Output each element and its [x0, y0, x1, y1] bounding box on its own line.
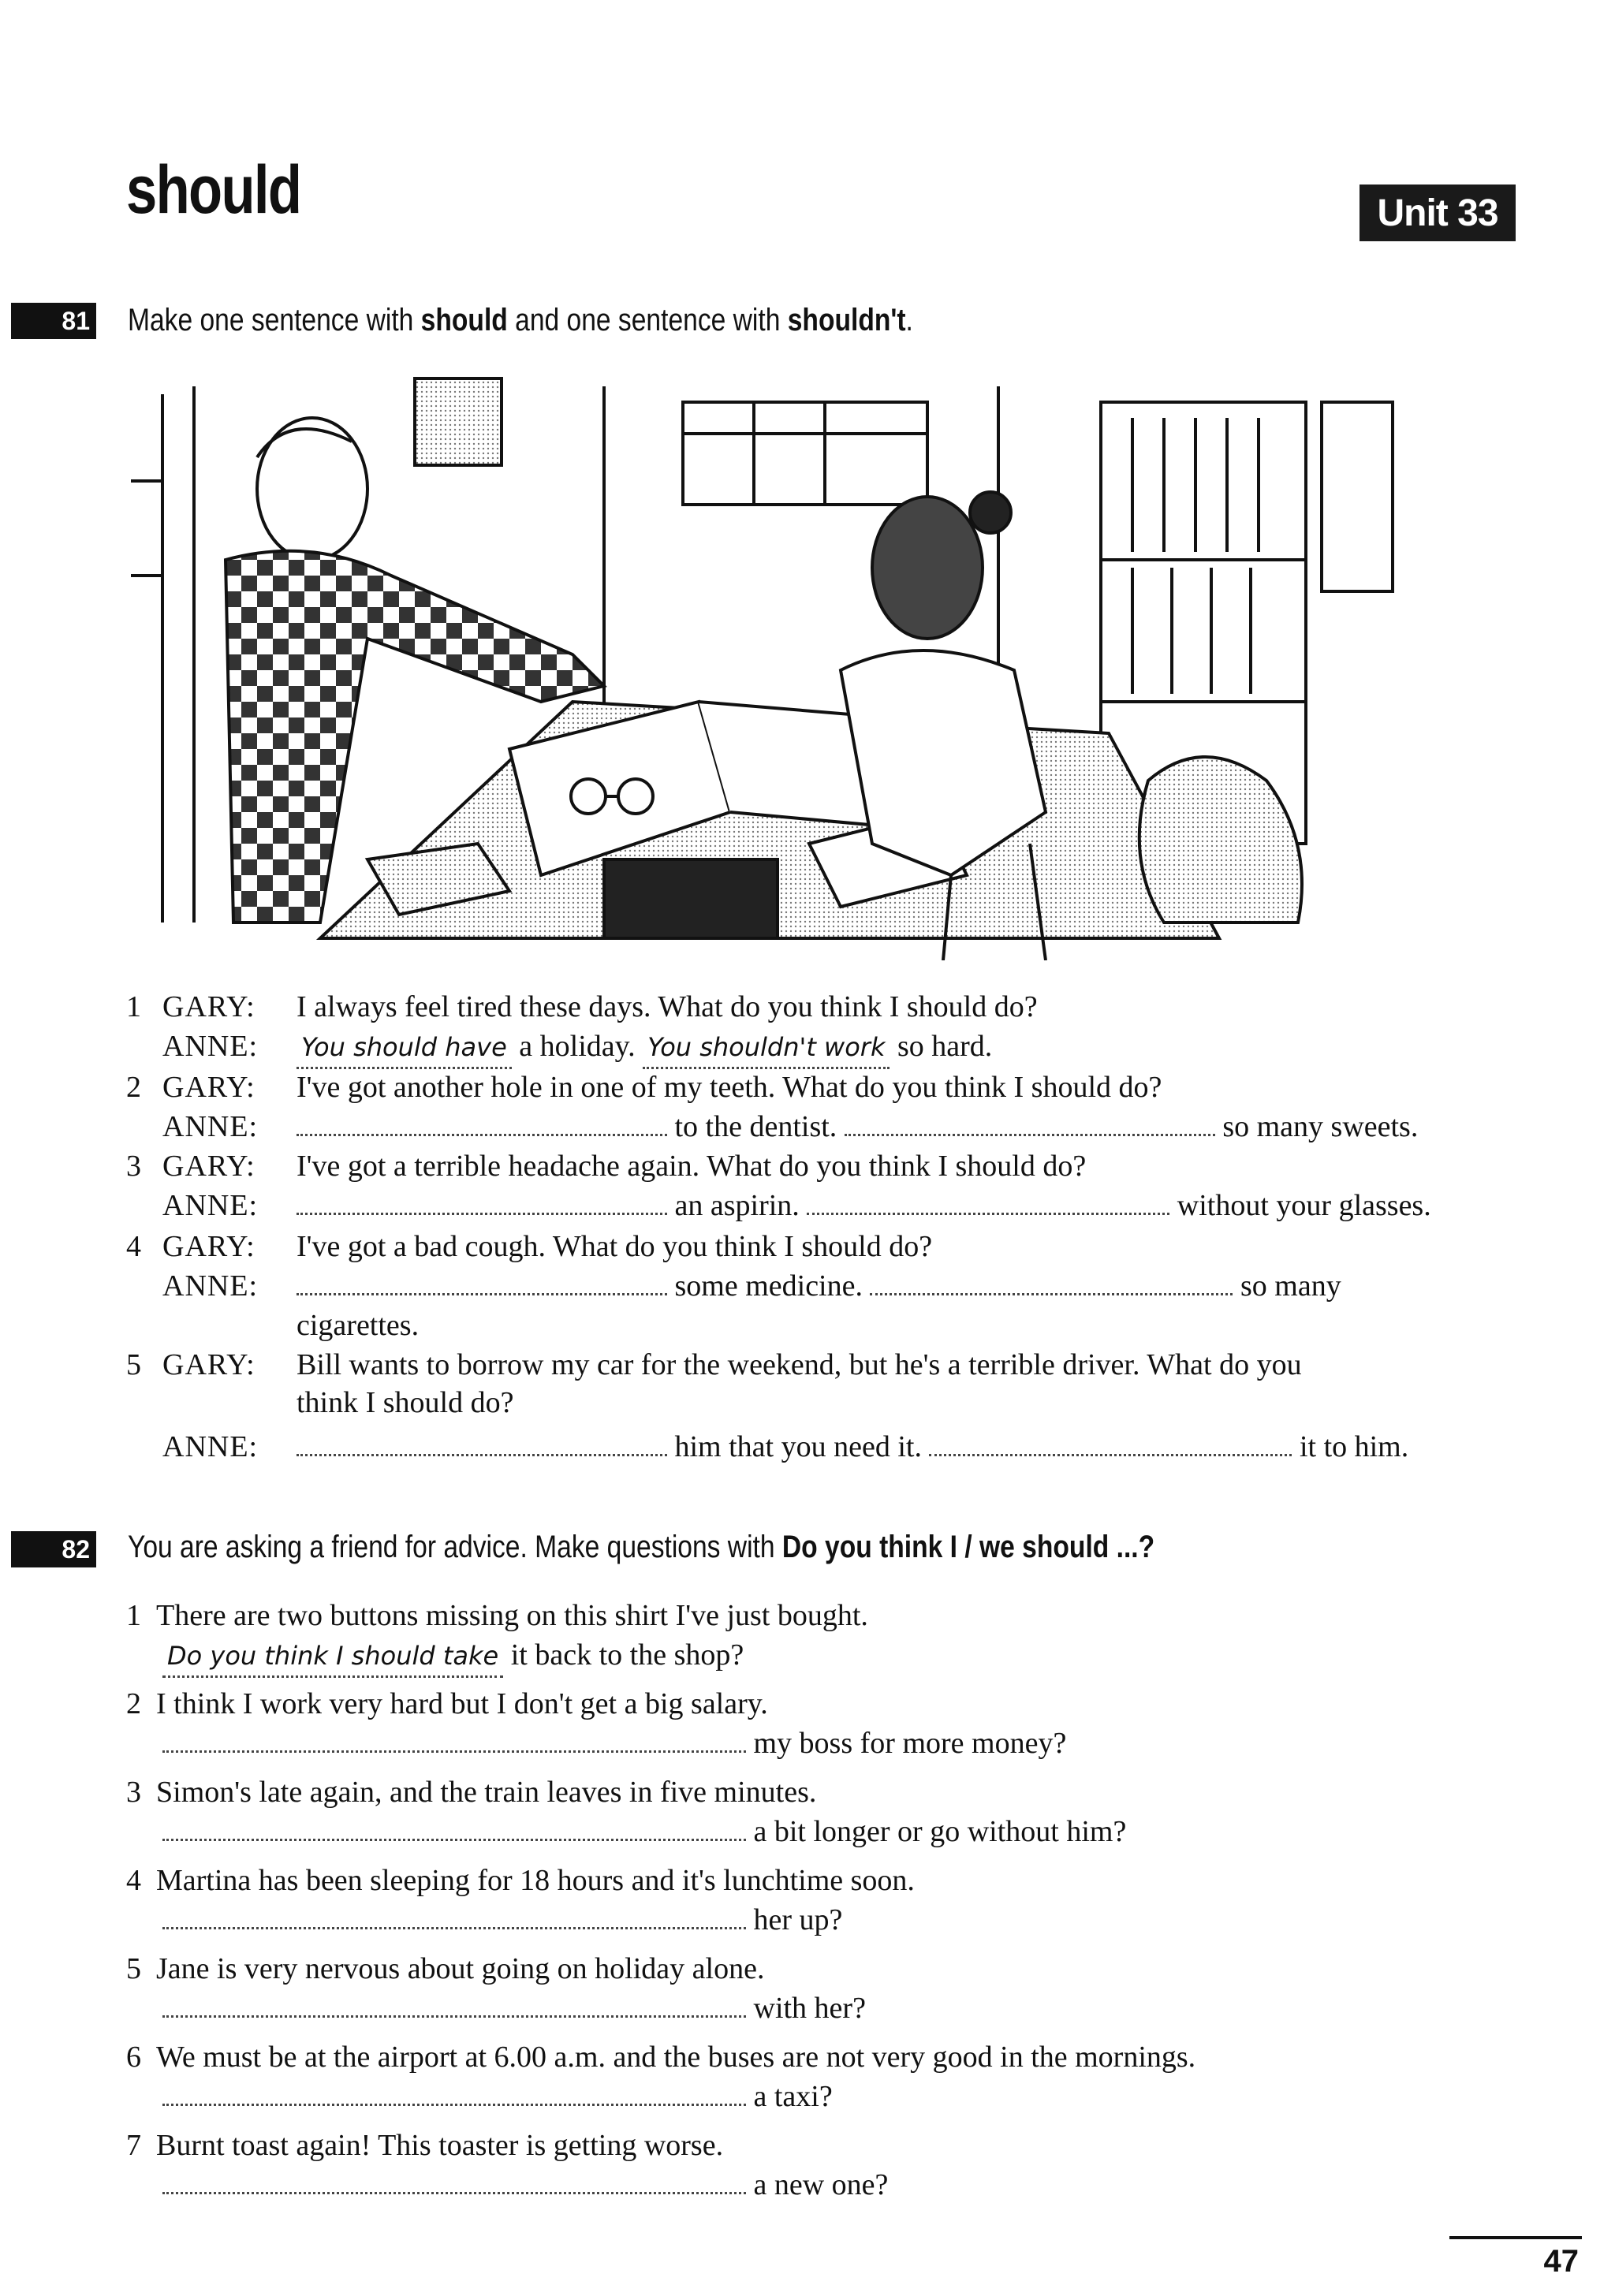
speaker-label: GARY: [162, 990, 255, 1023]
situation-text: I think I work very hard but I don't get a big salary. [156, 1687, 768, 1720]
gary-line: I've got a terrible headache again. What do you think I should do? [297, 1150, 1087, 1183]
instruction-text: You are asking a friend for advice. Make questions with [128, 1530, 782, 1564]
list-item [0, 1306, 1615, 1345]
list-item [162, 1812, 1126, 1851]
list-item [0, 1266, 1615, 1306]
unit-badge: Unit 33 [1360, 184, 1516, 241]
list-item [162, 2165, 888, 2205]
anne-line [297, 1427, 1408, 1467]
exercise-81-badge: 81 [11, 303, 96, 339]
list-item [162, 2077, 833, 2116]
list-item [0, 1345, 1615, 1385]
answer-blank[interactable] [162, 1990, 746, 2018]
gary-line: Bill wants to borrow my car for the weekend, but he's a terrible driver. What do you [297, 1348, 1302, 1381]
list-item [126, 1949, 764, 1988]
list-item [126, 1861, 915, 1900]
speaker-label: GARY: [162, 1150, 255, 1183]
situation-text: Martina has been sleeping for 18 hours and it's lunchtime soon. [156, 1864, 915, 1897]
answer-handwritten[interactable]: You shouldn't work [643, 1027, 890, 1069]
gary-line: I've got another hole in one of my teeth. What do you think I should do? [297, 1071, 1162, 1104]
anne-line [297, 1186, 1431, 1225]
item-number: 5 [126, 1348, 141, 1381]
answer-handwritten[interactable]: Do you think I should take [162, 1636, 503, 1678]
answer-text: an aspirin. [667, 1189, 808, 1222]
speaker-label: ANNE: [162, 1189, 259, 1222]
speaker-label: ANNE: [162, 1110, 259, 1143]
answer-blank[interactable] [297, 1429, 667, 1456]
list-item [0, 1107, 1615, 1146]
answer-blank[interactable] [162, 1902, 746, 1929]
list-item [126, 2037, 1195, 2077]
item-number: 4 [126, 1864, 141, 1897]
item-number: 4 [126, 1230, 141, 1263]
answer-text: my boss for more money? [746, 1727, 1067, 1760]
answer-text: so hard. [890, 1030, 993, 1063]
answer-blank[interactable] [162, 2167, 746, 2194]
answer-text: a taxi? [746, 2080, 833, 2113]
list-item [162, 1988, 866, 2028]
answer-blank[interactable] [870, 1268, 1233, 1295]
item-number: 7 [126, 2129, 141, 2162]
answer-blank[interactable] [162, 1813, 746, 1841]
answer-text: without your glasses. [1169, 1189, 1431, 1222]
situation-text: Burnt toast again! This toaster is getting worse. [156, 2129, 724, 2162]
speaker-label: GARY: [162, 1230, 255, 1263]
instruction-keyword: should [420, 303, 508, 337]
answer-blank[interactable] [162, 2078, 746, 2106]
exercise-82-instruction [128, 1530, 1154, 1565]
item-number: 1 [126, 990, 141, 1023]
answer-blank[interactable] [845, 1109, 1215, 1136]
list-item [0, 1383, 1615, 1422]
answer-text: cigarettes. [297, 1309, 420, 1342]
gary-line: I always feel tired these days. What do you think I should do? [297, 990, 1038, 1023]
illustration-gary-and-anne [131, 371, 1503, 960]
list-item [126, 1596, 868, 1635]
page-number: 47 [1543, 2244, 1579, 2279]
page-number-rule [1449, 2236, 1582, 2239]
answer-text: with her? [746, 1992, 866, 2025]
exercise-82-badge: 82 [11, 1531, 96, 1567]
answer-text: to the dentist. [667, 1110, 845, 1143]
speaker-label: ANNE: [162, 1030, 259, 1063]
anne-line [297, 1107, 1418, 1146]
answer-blank[interactable] [297, 1268, 667, 1295]
list-item [0, 987, 1615, 1027]
answer-handwritten[interactable]: You should have [297, 1027, 512, 1069]
item-number: 5 [126, 1952, 141, 1985]
list-item [0, 1227, 1615, 1266]
instruction-text: and one sentence with [507, 303, 788, 337]
instruction-keyword: shouldn't [787, 303, 906, 337]
answer-text: a new one? [746, 2168, 889, 2201]
list-item [0, 1146, 1615, 1186]
speaker-label: ANNE: [162, 1430, 259, 1463]
gary-line: I've got a bad cough. What do you think I should do? [297, 1230, 933, 1263]
item-number: 6 [126, 2041, 141, 2074]
answer-text: some medicine. [667, 1269, 871, 1303]
item-number: 2 [126, 1687, 141, 1720]
answer-text: her up? [746, 1903, 843, 1936]
anne-line [297, 1266, 1341, 1306]
instruction-keyword: Do you think I / we should ...? [781, 1530, 1155, 1564]
answer-text: so many sweets. [1214, 1110, 1419, 1143]
exercise-81-instruction [128, 303, 913, 338]
answer-blank[interactable] [807, 1187, 1169, 1215]
list-item [162, 1635, 744, 1678]
answer-blank[interactable] [297, 1109, 667, 1136]
answer-text: him that you need it. [667, 1430, 930, 1463]
list-item [126, 1772, 816, 1812]
situation-text: There are two buttons missing on this shirt I've just bought. [156, 1599, 868, 1632]
situation-text: Simon's late again, and the train leaves in five minutes. [156, 1776, 817, 1809]
speaker-label: GARY: [162, 1348, 255, 1381]
answer-text: so many [1233, 1269, 1341, 1303]
list-item [0, 1427, 1615, 1467]
list-item [0, 1027, 1615, 1066]
item-number: 2 [126, 1071, 141, 1104]
item-number: 3 [126, 1150, 141, 1183]
answer-text: a holiday. [511, 1030, 643, 1063]
page-title: should [126, 152, 301, 228]
answer-blank[interactable] [162, 1725, 746, 1753]
instruction-text: Make one sentence with [128, 303, 421, 337]
situation-text: Jane is very nervous about going on holiday alone. [156, 1952, 765, 1985]
answer-text: it back to the shop? [503, 1638, 744, 1672]
answer-blank[interactable] [297, 1187, 667, 1215]
list-item [126, 2126, 723, 2165]
speaker-label: ANNE: [162, 1269, 259, 1303]
item-number: 3 [126, 1776, 141, 1809]
gary-line: think I should do? [297, 1386, 514, 1419]
speaker-label: GARY: [162, 1071, 255, 1104]
item-number: 1 [126, 1599, 141, 1632]
answer-text: a bit longer or go without him? [746, 1815, 1127, 1848]
answer-text: it to him. [1292, 1430, 1409, 1463]
situation-text: We must be at the airport at 6.00 a.m. and the buses are not very good in the mornings. [156, 2041, 1196, 2074]
answer-blank[interactable] [929, 1429, 1292, 1456]
list-item [0, 1068, 1615, 1107]
list-item [0, 1186, 1615, 1225]
list-item [162, 1900, 842, 1940]
list-item [162, 1724, 1066, 1763]
instruction-text: . [905, 303, 913, 337]
list-item [126, 1684, 768, 1724]
anne-line [297, 1027, 992, 1069]
